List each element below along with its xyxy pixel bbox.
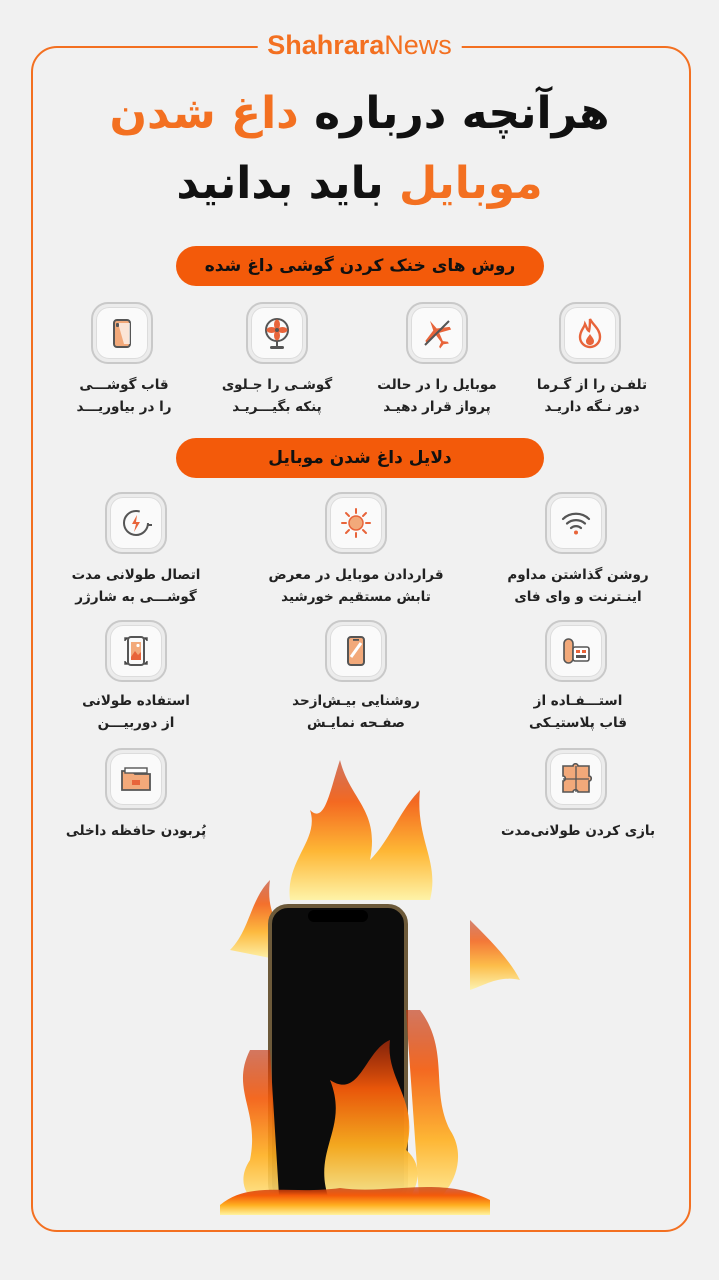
cause-item-5-label: روشنایی بیـش‌ازحد صفـحه نمایـش [292,693,420,731]
sun-icon [325,492,387,554]
cause-item-3-label: اتصال طولانی مدت گوشـــی به شارژر [71,567,201,605]
charging-plug-icon [105,492,167,554]
cause-item-1-label: روشن گذاشتن مداوم اینـترنت و وای فای [507,567,649,605]
cause-item-2-label: قراردادن موبایل در معرض تابش مستقیم خورشید [268,567,444,605]
plastic-case-icon [545,620,607,682]
cause-item-8-label: پُربودن حافظه داخلی [65,823,207,839]
camera-photo-icon [105,620,167,682]
flame-icon [559,302,621,364]
fan-icon [246,302,308,364]
brand-part1: Shahrara [267,30,385,60]
cooling-item-4-label: قاب گوشـــی را در بیاوریـــد [76,377,172,415]
brand-part2: News [384,30,452,60]
folder-icon [105,748,167,810]
airplane-icon [406,302,468,364]
title-accent-2: موبایل [398,158,543,209]
page-title-line1 [60,88,659,139]
wifi-icon [545,492,607,554]
cause-item-6-label: استفاده طولانی از دوربیـــن [82,693,190,731]
title-prefix: هرآنچه درباره [298,88,610,139]
phone-case-icon [91,302,153,364]
brand-logo [257,27,462,63]
cause-item-4-label: استـــفـاده از قاب پلاستیـکی [529,693,627,731]
cooling-item-1-label: تلفـن را از گـرما دور نـگه داریـد [536,377,648,415]
cooling-section-heading: روش های خنک کردن گوشی داغ شده [176,246,544,286]
cooling-item-3-label: گوشـی را جـلوی پنکه بگیـــریـد [221,377,333,415]
bright-screen-icon [325,620,387,682]
page-title-line2 [60,158,659,209]
causes-section-heading: دلایل داغ شدن موبایل [176,438,544,478]
title-accent-1: داغ شدن [109,88,299,139]
cooling-item-2-label: موبایل را در حالت پرواز قرار دهیـد [377,377,497,415]
cause-item-7-label: بازی کردن طولانی‌مدت [500,823,656,839]
title-suffix: باید بدانید [176,158,399,209]
puzzle-icon [545,748,607,810]
burning-phone-illustration [190,750,530,1220]
